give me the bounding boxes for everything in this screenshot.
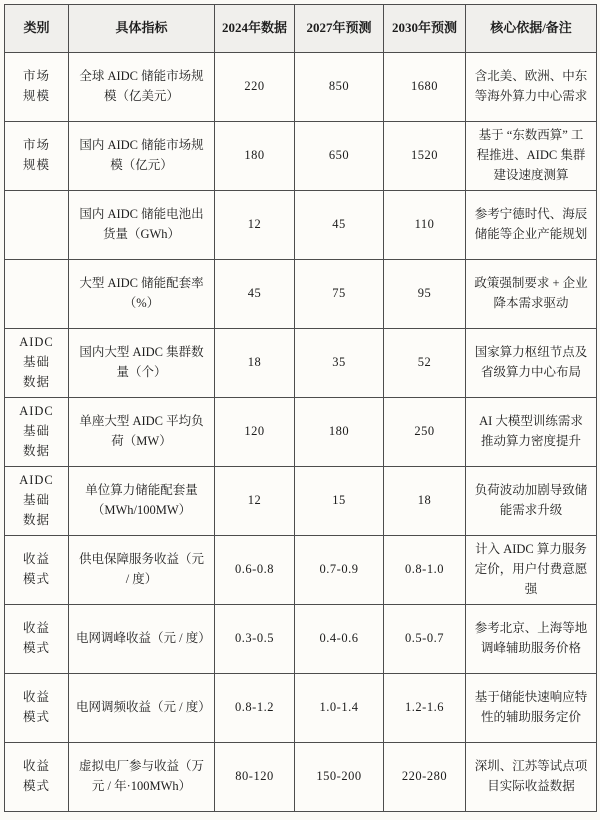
cell-2024-value: 45 [215,260,295,329]
col-header-note: 核心依据/备注 [466,5,597,53]
cell-note: 计入 AIDC 算力服务定价，用户付费意愿强 [466,536,597,605]
cell-2030-value: 0.5-0.7 [384,605,466,674]
cell-note: AI 大模型训练需求推动算力密度提升 [466,398,597,467]
cell-category: 收益 模式 [5,536,69,605]
cell-note: 参考宁德时代、海辰储能等企业产能规划 [466,191,597,260]
cell-indicator: 国内 AIDC 储能电池出货量（GWh） [69,191,215,260]
cell-indicator: 单位算力储能配套量（MWh/100MW） [69,467,215,536]
cell-category: 收益 模式 [5,674,69,743]
cell-note: 参考北京、上海等地调峰辅助服务价格 [466,605,597,674]
table-row [5,467,597,536]
cell-category: AIDC 基础 数据 [5,398,69,467]
cell-note: 深圳、江苏等试点项目实际收益数据 [466,743,597,812]
cell-2027-value: 850 [295,53,384,122]
cell-2030-value: 95 [384,260,466,329]
table-row [5,536,597,605]
cell-indicator: 供电保障服务收益（元 / 度） [69,536,215,605]
cell-2030-value: 1680 [384,53,466,122]
cell-2027-value: 150-200 [295,743,384,812]
cell-2027-value: 45 [295,191,384,260]
cell-indicator: 单座大型 AIDC 平均负荷（MW） [69,398,215,467]
aidc-storage-forecast-table [4,4,597,812]
cell-indicator: 虚拟电厂参与收益（万元 / 年·100MWh） [69,743,215,812]
cell-2027-value: 180 [295,398,384,467]
cell-2027-value: 650 [295,122,384,191]
cell-indicator: 国内大型 AIDC 集群数量（个） [69,329,215,398]
cell-2027-value: 35 [295,329,384,398]
table-row [5,191,597,260]
cell-note: 国家算力枢纽节点及省级算力中心布局 [466,329,597,398]
header-row [5,5,597,53]
cell-2024-value: 0.3-0.5 [215,605,295,674]
cell-2030-value: 220-280 [384,743,466,812]
col-header-indicator: 具体指标 [69,5,215,53]
cell-2024-value: 180 [215,122,295,191]
cell-2027-value: 0.7-0.9 [295,536,384,605]
cell-indicator: 国内 AIDC 储能市场规模（亿元） [69,122,215,191]
cell-2024-value: 12 [215,467,295,536]
cell-indicator: 电网调峰收益（元 / 度） [69,605,215,674]
cell-indicator: 电网调频收益（元 / 度） [69,674,215,743]
cell-2024-value: 18 [215,329,295,398]
table-row [5,329,597,398]
cell-2030-value: 1520 [384,122,466,191]
table-row [5,260,597,329]
col-header-2027: 2027年预测 [295,5,384,53]
table-row [5,605,597,674]
cell-indicator: 全球 AIDC 储能市场规模（亿美元） [69,53,215,122]
cell-indicator: 大型 AIDC 储能配套率（%） [69,260,215,329]
cell-note: 基于 “东数西算” 工程推进、AIDC 集群建设速度测算 [466,122,597,191]
cell-2027-value: 75 [295,260,384,329]
cell-2024-value: 120 [215,398,295,467]
cell-category: 市场 规模 [5,122,69,191]
col-header-2024: 2024年数据 [215,5,295,53]
cell-category [5,191,69,260]
cell-category: 市场 规模 [5,53,69,122]
cell-2030-value: 250 [384,398,466,467]
table-row [5,398,597,467]
cell-2024-value: 0.8-1.2 [215,674,295,743]
cell-2030-value: 52 [384,329,466,398]
table-row [5,122,597,191]
cell-2030-value: 0.8-1.0 [384,536,466,605]
cell-2027-value: 15 [295,467,384,536]
table-row [5,743,597,812]
cell-note: 政策强制要求 + 企业降本需求驱动 [466,260,597,329]
cell-2024-value: 80-120 [215,743,295,812]
col-header-2030: 2030年预测 [384,5,466,53]
table-row [5,53,597,122]
cell-category: AIDC 基础 数据 [5,467,69,536]
cell-category: 收益 模式 [5,743,69,812]
table-row [5,674,597,743]
cell-category: 收益 模式 [5,605,69,674]
forecast-table-container [4,4,596,816]
cell-category: AIDC 基础 数据 [5,329,69,398]
col-header-category: 类别 [5,5,69,53]
cell-2027-value: 1.0-1.4 [295,674,384,743]
cell-2024-value: 0.6-0.8 [215,536,295,605]
cell-note: 负荷波动加剧导致储能需求升级 [466,467,597,536]
cell-2024-value: 220 [215,53,295,122]
cell-note: 含北美、欧洲、中东等海外算力中心需求 [466,53,597,122]
cell-2027-value: 0.4-0.6 [295,605,384,674]
cell-category [5,260,69,329]
cell-2030-value: 1.2-1.6 [384,674,466,743]
cell-note: 基于储能快速响应特性的辅助服务定价 [466,674,597,743]
cell-2030-value: 110 [384,191,466,260]
cell-2024-value: 12 [215,191,295,260]
cell-2030-value: 18 [384,467,466,536]
